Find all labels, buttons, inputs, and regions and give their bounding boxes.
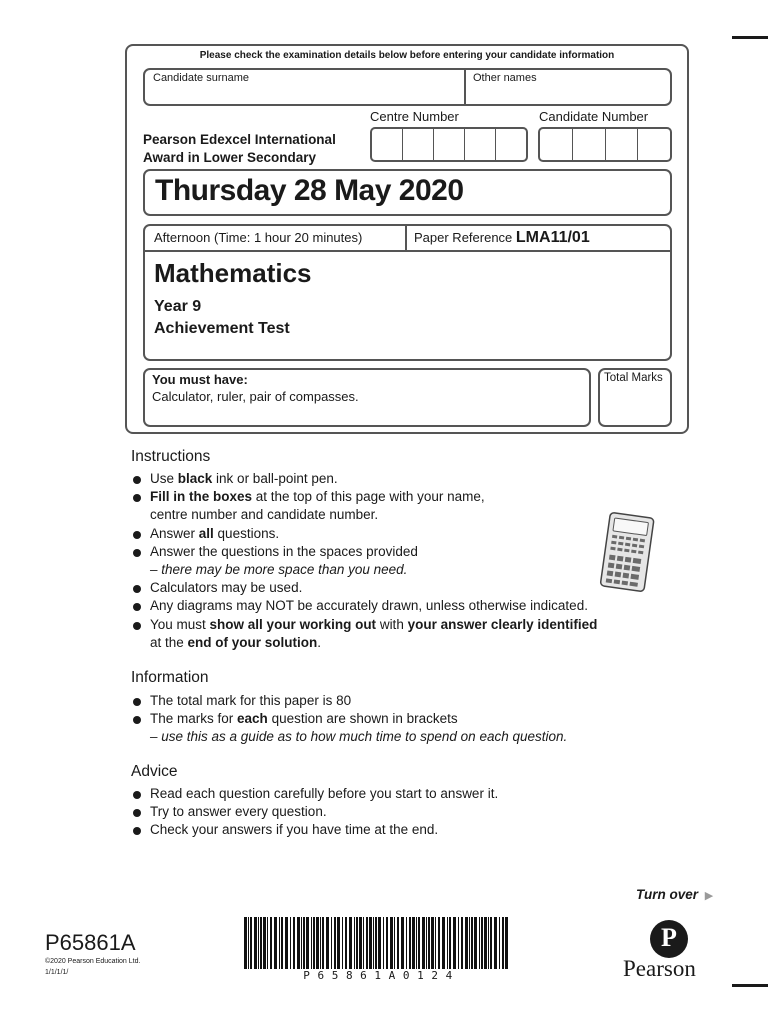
pearson-wordmark: Pearson (623, 956, 696, 981)
print-code: 1/1/1/1/ (45, 969, 69, 976)
barcode-bar (494, 917, 497, 969)
barcode-bar (394, 917, 395, 969)
check-notice: Please check the examination details below before entering your candidate information (199, 50, 615, 61)
barcode-bar (431, 917, 434, 969)
total-marks-label: Total Marks (604, 372, 663, 384)
centre-digit-box[interactable] (403, 129, 434, 160)
barcode-bar (474, 917, 477, 969)
list-item: Check your answers if you have time at the end. (131, 821, 498, 839)
barcode-bar (311, 917, 312, 969)
barcode-bar (418, 917, 420, 969)
barcode-bar (363, 917, 364, 969)
list-item: You must show all your working out with your answer clearly identified (131, 616, 597, 634)
award-line-1: Pearson Edexcel International (143, 132, 336, 147)
barcode-bar (373, 917, 374, 969)
session-divider (145, 250, 670, 252)
barcode-bar (359, 917, 362, 969)
advice-list (131, 785, 498, 840)
list-item: Answer all questions. (131, 525, 597, 543)
barcode-bar (369, 917, 372, 969)
list-item: Calculators may be used. (131, 579, 597, 597)
name-divider (464, 70, 466, 106)
instructions-heading: Instructions (131, 448, 211, 465)
paper-ref-divider (405, 226, 407, 250)
candidate-number-boxes[interactable] (538, 127, 672, 162)
barcode-bar (488, 917, 489, 969)
barcode-bar (337, 917, 340, 969)
list-item: Use black ink or ball-point pen. (131, 470, 597, 488)
barcode-bar (293, 917, 295, 969)
barcode-bar (406, 917, 407, 969)
information-list (131, 692, 567, 747)
barcode-bar (422, 917, 425, 969)
barcode-bar (270, 917, 272, 969)
barcode-bar (250, 917, 252, 969)
barcode-bar (438, 917, 440, 969)
must-have-content (152, 371, 359, 405)
centre-digit-box[interactable] (372, 129, 403, 160)
barcode-bar (285, 917, 288, 969)
list-item-continuation: at the end of your solution. (150, 634, 322, 650)
barcode-bar (386, 917, 388, 969)
barcode-bar (465, 917, 468, 969)
barcode-bar (267, 917, 268, 969)
barcode-bar (356, 917, 358, 969)
instructions-list (131, 470, 597, 652)
barcode-bar (428, 917, 430, 969)
award-line-2: Award in Lower Secondary (143, 150, 317, 165)
candidate-digit-box[interactable] (638, 129, 670, 160)
must-have-label: You must have: (152, 372, 248, 387)
barcode-bar (458, 917, 459, 969)
candidate-number-label: Candidate Number (539, 109, 649, 124)
barcode-bar (442, 917, 445, 969)
turn-over (636, 887, 713, 902)
barcode-bar (331, 917, 332, 969)
barcode-bar (254, 917, 257, 969)
candidate-digit-box[interactable] (540, 129, 573, 160)
barcode-bar (334, 917, 336, 969)
paper-reference-label: Paper Reference (414, 230, 513, 245)
barcode-bar (401, 917, 404, 969)
exam-session: Afternoon (Time: 1 hour 20 minutes) (154, 230, 363, 245)
other-names-label: Other names (473, 72, 537, 84)
logo-letter: P (661, 923, 677, 952)
barcode-bar (471, 917, 473, 969)
centre-digit-box[interactable] (496, 129, 526, 160)
barcode-bar (263, 917, 266, 969)
barcode-bar (383, 917, 384, 969)
barcode-bar (397, 917, 399, 969)
bottom-corner-mark (732, 984, 768, 987)
copyright-notice: ©2020 Pearson Education Ltd. (45, 958, 141, 965)
barcode-bar (416, 917, 417, 969)
barcode-bar (345, 917, 347, 969)
barcode-bar (449, 917, 451, 969)
candidate-digit-box[interactable] (606, 129, 639, 160)
barcode-bar (390, 917, 393, 969)
other-names-field[interactable] (470, 80, 665, 102)
barcode-bar (479, 917, 480, 969)
must-have-items: Calculator, ruler, pair of compasses. (152, 389, 359, 404)
barcode-bar (258, 917, 259, 969)
centre-number-label: Centre Number (370, 109, 459, 124)
barcode-bar (505, 917, 508, 969)
barcode-bar (313, 917, 315, 969)
barcode-bar (274, 917, 277, 969)
barcode-bar (297, 917, 300, 969)
barcode-bar (481, 917, 483, 969)
candidate-surname-label: Candidate surname (153, 72, 250, 84)
barcode-bar (409, 917, 411, 969)
candidate-surname-field[interactable] (147, 80, 457, 102)
list-item-continuation: – there may be more space than you need. (150, 562, 408, 578)
barcode-bar (244, 917, 247, 969)
barcode-bar (435, 917, 436, 969)
barcode-bar (290, 917, 291, 969)
candidate-digit-box[interactable] (573, 129, 606, 160)
exam-date: Thursday 28 May 2020 (155, 174, 464, 207)
centre-digit-box[interactable] (434, 129, 465, 160)
barcode-bar (490, 917, 492, 969)
barcode-bar (469, 917, 470, 969)
barcode-bar (349, 917, 352, 969)
barcode-bar (322, 917, 324, 969)
barcode-bar (499, 917, 500, 969)
paper-code: P65861A (45, 930, 136, 955)
year-label: Year 9 (154, 298, 202, 315)
paper-reference (414, 228, 590, 248)
list-item: Any diagrams may NOT be accurately drawn, unless otherwise indicated. (131, 597, 597, 615)
barcode-bar (484, 917, 487, 969)
barcode-bar (320, 917, 321, 969)
barcode-bar (326, 917, 329, 969)
paper-reference-code: LMA11/01 (515, 229, 590, 246)
barcode-bar (378, 917, 381, 969)
turn-over-label: Turn over (636, 887, 699, 902)
barcode-bar (375, 917, 377, 969)
centre-digit-box[interactable] (465, 129, 496, 160)
award-title (143, 131, 336, 167)
triangle-right-icon: ▶ (704, 890, 714, 902)
barcode-text: P 6 5 8 6 1 A 0 1 2 4 (303, 969, 453, 982)
test-description (154, 296, 290, 340)
list-item: Fill in the boxes at the top of this page with your name, (131, 488, 597, 506)
centre-number-boxes[interactable] (370, 127, 528, 162)
barcode-bar (260, 917, 262, 969)
list-item: The total mark for this paper is 80 (131, 692, 567, 710)
pearson-logo-icon (650, 920, 688, 958)
list-item-continuation: – use this as a guide as to how much time to spend on each question. (150, 729, 568, 745)
barcode-bar (306, 917, 309, 969)
barcode-bar (412, 917, 415, 969)
barcode-bar (354, 917, 355, 969)
test-name: Achievement Test (154, 320, 290, 337)
subject-title: Mathematics (154, 258, 312, 288)
barcode-bar (279, 917, 280, 969)
list-item: Answer the questions in the spaces provided (131, 543, 597, 561)
barcode-bar (248, 917, 249, 969)
list-item: The marks for each question are shown in brackets (131, 710, 567, 728)
barcode-bar (502, 917, 504, 969)
barcode-bar (342, 917, 343, 969)
barcode-bar (316, 917, 319, 969)
barcode-bar (447, 917, 448, 969)
list-item: Try to answer every question. (131, 803, 498, 821)
calculator-icon (596, 512, 658, 594)
barcode-bar (301, 917, 302, 969)
list-item-continuation: centre number and candidate number. (150, 507, 379, 523)
barcode-bar (426, 917, 427, 969)
top-corner-mark (732, 36, 768, 39)
information-heading: Information (131, 669, 209, 686)
barcode-bar (453, 917, 456, 969)
list-item: Read each question carefully before you start to answer it. (131, 785, 498, 803)
barcode (242, 917, 514, 969)
barcode-bar (303, 917, 305, 969)
advice-heading: Advice (131, 763, 178, 780)
barcode-bar (461, 917, 463, 969)
barcode-bar (366, 917, 368, 969)
barcode-bar (281, 917, 283, 969)
